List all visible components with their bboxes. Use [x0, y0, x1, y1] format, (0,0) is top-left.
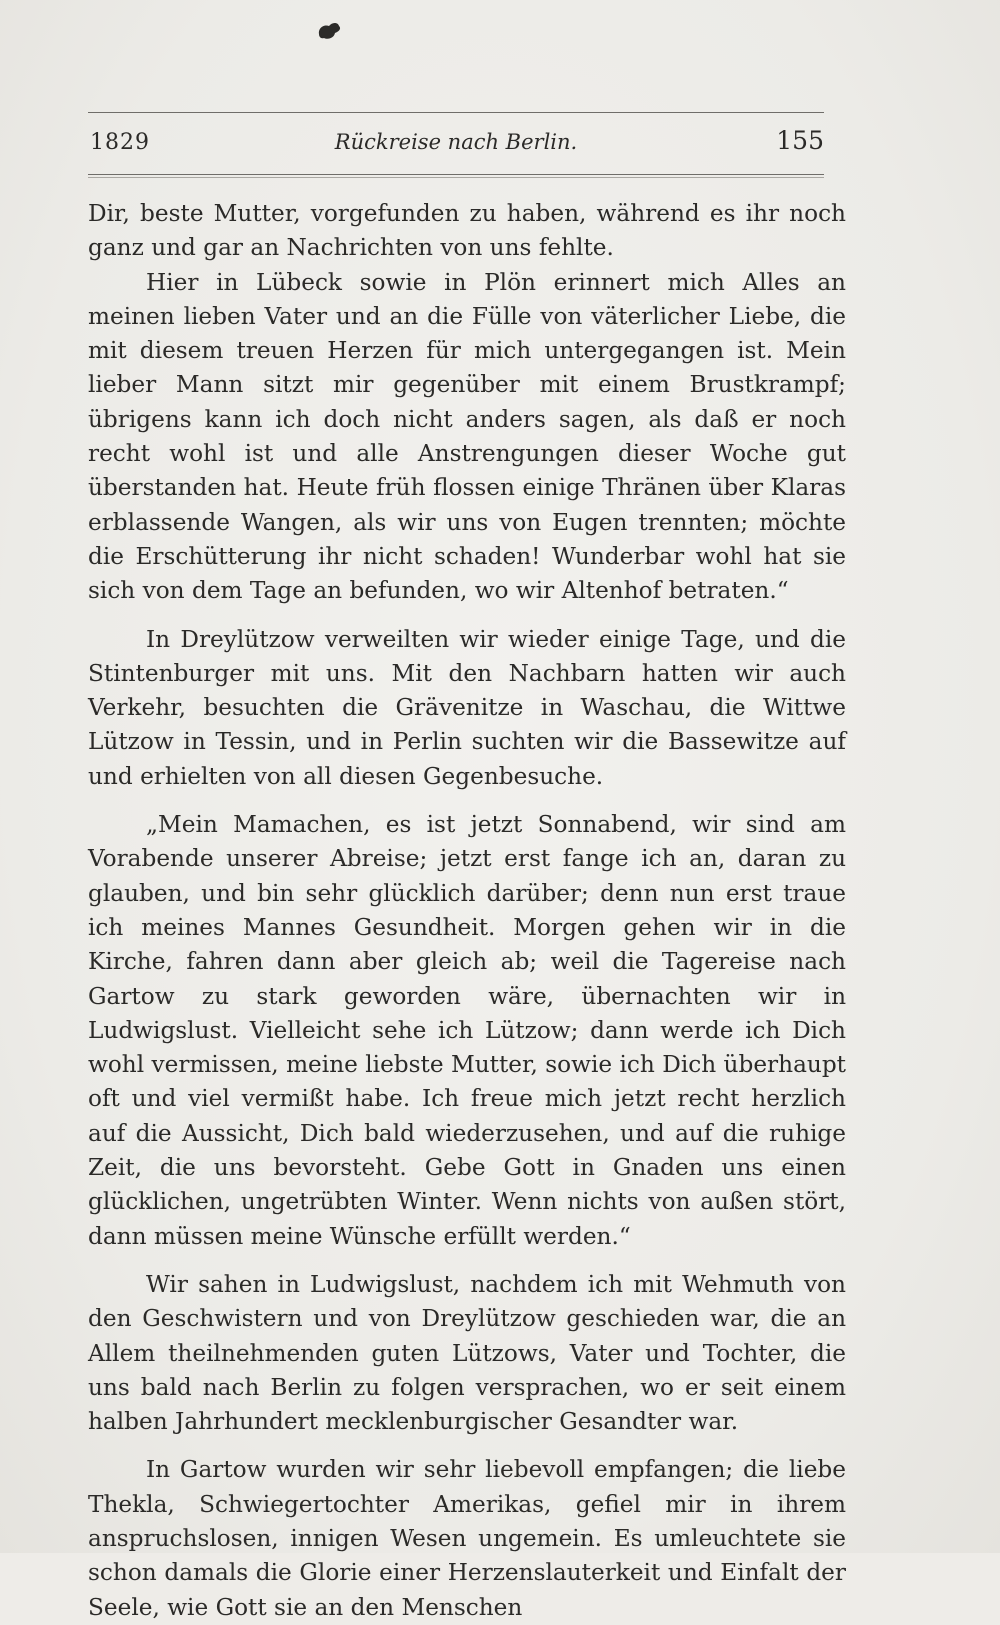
paragraph: „Mein Mamachen, es ist jetzt Sonnabend, wir sind am Vorabende unserer Abreise; jetzt erst fange ich an, daran zu glauben, und bin sehr glücklich darüber; denn nun erst traue ich meines Mannes Gesundheit. Morgen gehen wir in die Kirche, fahren dann aber gleich ab; weil die Tagereise nach Gartow zu stark geworden wäre, übernachten wir in Ludwigslust. Vielleicht sehe ich Lützow; dann werde ich Dich wohl vermissen, meine liebste Mutter, sowie ich Dich überhaupt oft und viel vermißt habe. Ich freue mich jetzt recht herzlich auf die Aussicht, Dich bald wiederzusehen, und auf die ruhige Zeit, die uns bevorsteht. Gebe Gott in Gnaden uns einen glücklichen, ungetrübten Winter. Wenn nichts von außen stört, dann müssen meine Wünsche erfüllt werden.“ — [88, 811, 846, 1250]
header-top-rule — [88, 112, 824, 113]
paragraph: Hier in Lübeck sowie in Plön erinnert mich Alles an meinen lieben Vater und an die Fülle von väterlicher Liebe, die mit diesem treuen Herzen für mich untergegangen ist. Mein lieber Mann sitzt mir gegenüber mit einem Brustkrampf; übrigens kann ich doch nicht anders sagen, als daß er noch recht wohl ist und alle Anstrengungen dieser Woche gut überstanden hat. Heute früh flossen einige Thränen über Klaras erblassende Wangen, als wir uns von Eugen trennten; möchte die Erschütterung ihr nicht schaden! Wunderbar wohl hat sie sich von dem Tage an befunden, wo wir Altenhof betraten.“ — [88, 268, 846, 605]
paragraph: Dir, beste Mutter, vorgefunden zu haben, während es ihr noch ganz und gar an Nachrichten von uns fehlte. — [88, 200, 846, 262]
header-year: 1829 — [90, 130, 150, 155]
page-number: 155 — [776, 126, 824, 155]
header-bottom-rule-secondary — [88, 177, 824, 178]
header-title: Rückreise nach Berlin. — [334, 130, 578, 154]
header-bottom-rule — [88, 174, 824, 175]
paragraph: In Gartow wurden wir sehr liebevoll empfangen; die liebe Thekla, Schwiegertochter Amerikas, gefiel mir in ihrem anspruchslosen, innigen Wesen ungemein. Es umleuchtete sie schon damals die Glorie einer Herzenslauterkeit und Einfalt der Seele, wie Gott sie an den Menschen — [88, 1456, 846, 1621]
paragraph: Wir sahen in Ludwigslust, nachdem ich mit Wehmuth von den Geschwistern und von Dreylützow geschieden war, die an Allem theilnehmenden guten Lützows, Vater und Tochter, die uns bald nach Berlin zu folgen versprachen, wo er seit einem halben Jahrhundert mecklenburgischer Gesandter war. — [88, 1270, 846, 1436]
body-text — [88, 197, 846, 1625]
paragraph: In Dreylützow verweilten wir wieder einige Tage, und die Stintenburger mit uns. Mit den Nachbarn hatten wir auch Verkehr, besuchten die Grävenitze in Waschau, die Wittwe Lützow in Tessin, und in Perlin suchten wir die Bassewitze auf und erhielten von all diesen Gegenbesuche. — [88, 625, 846, 790]
ink-blot — [316, 20, 342, 42]
running-header — [88, 112, 824, 176]
